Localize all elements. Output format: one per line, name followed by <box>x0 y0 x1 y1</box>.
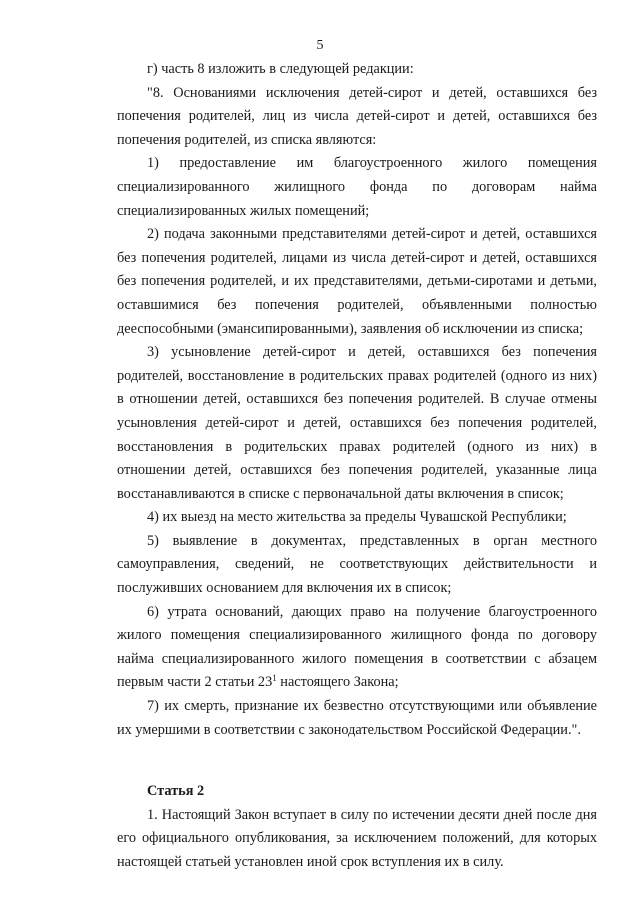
paragraph-intro: г) часть 8 изложить в следующей редакции: <box>147 61 414 77</box>
list-item-1: 1) предоставление им благоустроенного жилого помещения специализированного жилищного фонда по договорам найма специализированных жилых помещений; <box>117 155 597 219</box>
list-item-6-text: 6) утрата оснований, дающих право на получение благоустроенного жилого помещения специализированного жилищного фонда по договору найма специализированного жилого помещения в соответствии с абзацем первым части 2 статьи 23 <box>117 603 597 691</box>
list-item-6 <box>117 601 597 695</box>
page-number: 5 <box>316 38 324 53</box>
article-superscript: 1 <box>272 673 277 684</box>
article-paragraph-1: 1. Настоящий Закон вступает в силу по истечении десяти дней после дня его официального опубликования, за исключением положений, для которых настоящей статьей установлен иной срок вступления их в силу. <box>117 806 597 870</box>
paragraph-part-8: "8. Основаниями исключения детей-сирот и детей, оставшихся без попечения родителей, лиц из числа детей-сирот и детей, оставшихся без попечения родителей, из списка являются: <box>117 84 597 148</box>
list-item-4: 4) их выезд на место жительства за пределы Чувашской Республики; <box>147 509 567 526</box>
document-body <box>117 58 597 875</box>
list-item-7: 7) их смерть, признание их безвестно отсутствующими или объявление их умершими в соответствии с законодательством Российской Федерации.". <box>117 698 597 738</box>
article-heading: Статья 2 <box>147 783 205 800</box>
list-item-6-tail: настоящего Закона; <box>276 674 399 691</box>
list-item-5: 5) выявление в документах, представленных в орган местного самоуправления, сведений, не соответствующих действительности и послуживших основанием для включения их в список; <box>117 532 597 597</box>
list-item-3: 3) усыновление детей-сирот и детей, оставшихся без попечения родителей, восстановление в родительских правах родителей (одного из них) в отношении детей, оставшихся без попечения родителей. В случае отмены усыновления детей-сирот и детей, оставшихся без попечения родителей, восстановления в родительских правах родителей (одного из них) в отношении детей, оставшихся без попечения родителей, указанные лица восстанавливаются в списке с первоначальной даты включения в список; <box>117 344 597 502</box>
list-item-2: 2) подача законными представителями детей-сирот и детей, оставшихся без попечения родителей, лицами из числа детей-сирот и детей, оставшихся без попечения родителей, и их представителями, детьми-сиротами и детьми, оставшимися без попечения родителей, объявленными полностью дееспособными (эмансипированными), заявления об исключении из списка; <box>117 226 597 337</box>
